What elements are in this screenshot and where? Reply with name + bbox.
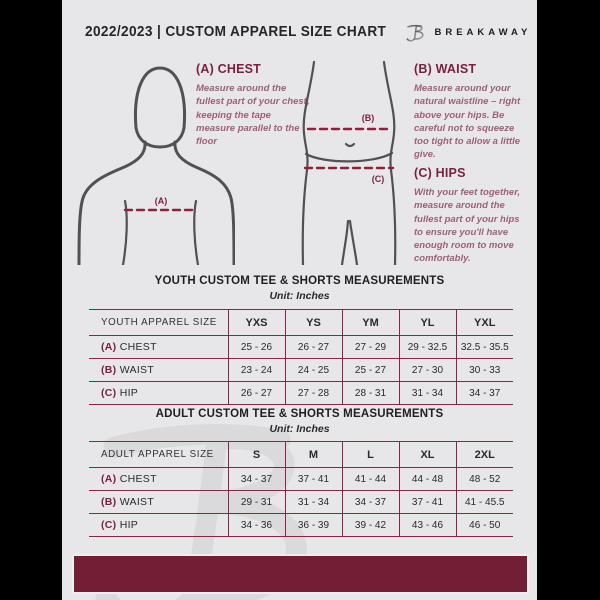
cell-value: 29 - 32.5 (399, 336, 456, 359)
cell-value: 37 - 41 (399, 491, 456, 514)
youth-unit-label: Unit: Inches (269, 290, 330, 302)
hips-marker-label: (C) (371, 174, 385, 184)
chest-body: Measure around the fullest part of your chest, keeping the tape measure parallel to the floor (196, 83, 310, 148)
row-label-text: CHEST (119, 341, 157, 353)
adult-size-table (89, 441, 513, 537)
cell-value: 28 - 31 (342, 382, 399, 405)
hips-body: With your feet together, measure around the fullest part of your hips to ensure you'll have enough room to move comfortably. (414, 187, 521, 265)
size-col-header: YXS (228, 310, 285, 336)
size-col-header: L (342, 442, 399, 468)
footer-accent-bar (74, 556, 527, 592)
cell-value: 29 - 31 (228, 491, 285, 514)
cell-value: 43 - 46 (399, 514, 456, 537)
cell-value: 46 - 50 (456, 514, 513, 537)
chest-heading: (A) CHEST (196, 62, 261, 76)
waist-heading: (B) WAIST (414, 62, 477, 76)
row-prefix: (B) (101, 364, 117, 376)
cell-value: 48 - 52 (456, 468, 513, 491)
table-row (89, 336, 513, 359)
table-row (89, 468, 513, 491)
cell-value: 26 - 27 (285, 336, 342, 359)
cell-value: 34 - 37 (342, 491, 399, 514)
cell-value: 23 - 24 (228, 359, 285, 382)
cell-value: 26 - 27 (228, 382, 285, 405)
table-row (89, 382, 513, 405)
hips-heading: (C) HIPS (414, 166, 466, 180)
cell-value: 39 - 42 (342, 514, 399, 537)
cell-value: 31 - 34 (285, 491, 342, 514)
brand-name: BREAKAWAY (434, 26, 532, 38)
size-col-header: M (285, 442, 342, 468)
row-prefix: (C) (101, 519, 117, 531)
cell-value: 31 - 34 (399, 382, 456, 405)
cell-value: 44 - 48 (399, 468, 456, 491)
row-label-text: WAIST (119, 496, 155, 508)
page-title: 2022/2023 | CUSTOM APPAREL SIZE CHART (85, 24, 387, 40)
cell-value: 27 - 28 (285, 382, 342, 405)
row-label (89, 359, 228, 382)
row-label (89, 468, 228, 491)
youth-header-row (89, 310, 513, 336)
table-row (89, 491, 513, 514)
cell-value: 37 - 41 (285, 468, 342, 491)
row-label-text: HIP (119, 519, 139, 531)
youth-table-corner-label: YOUTH APPAREL SIZE (89, 310, 228, 336)
row-prefix: (B) (101, 496, 117, 508)
adult-unit-label: Unit: Inches (269, 423, 330, 435)
table-row (89, 359, 513, 382)
cell-value: 32.5 - 35.5 (456, 336, 513, 359)
brand-lockup (406, 22, 532, 42)
size-col-header: YXL (456, 310, 513, 336)
size-col-header: 2XL (456, 442, 513, 468)
cell-value: 36 - 39 (285, 514, 342, 537)
cell-value: 24 - 25 (285, 359, 342, 382)
cell-value: 27 - 30 (399, 359, 456, 382)
table-row (89, 514, 513, 537)
size-col-header: YL (399, 310, 456, 336)
chest-marker-label: (A) (154, 196, 168, 206)
content-layer (62, 0, 537, 600)
waist-instruction (414, 62, 526, 162)
waist-body: Measure around your natural waistline – right above your hips. Be careful not to squeeze too tight to allow a little give. (414, 83, 521, 161)
lower-body-figure-diagram (294, 58, 404, 265)
cell-value: 34 - 36 (228, 514, 285, 537)
cell-value: 25 - 26 (228, 336, 285, 359)
row-prefix: (C) (101, 387, 117, 399)
size-col-header: S (228, 442, 285, 468)
row-label-text: CHEST (119, 473, 157, 485)
cell-value: 27 - 29 (342, 336, 399, 359)
row-label-text: HIP (119, 387, 139, 399)
cell-value: 34 - 37 (228, 468, 285, 491)
adult-table-corner-label: ADULT APPAREL SIZE (89, 442, 228, 468)
row-label (89, 491, 228, 514)
hips-instruction (414, 166, 530, 266)
cell-value: 41 - 44 (342, 468, 399, 491)
waist-marker-label: (B) (361, 113, 375, 123)
cell-value: 30 - 33 (456, 359, 513, 382)
size-col-header: YM (342, 310, 399, 336)
row-prefix: (A) (101, 473, 117, 485)
row-label (89, 514, 228, 537)
size-chart-page (62, 0, 537, 600)
youth-size-table (89, 309, 513, 405)
youth-section-title: YOUTH CUSTOM TEE & SHORTS MEASUREMENTS (154, 275, 445, 287)
row-prefix: (A) (101, 341, 117, 353)
breakaway-b-logo-icon (406, 22, 428, 42)
row-label-text: WAIST (119, 364, 155, 376)
cell-value: 25 - 27 (342, 359, 399, 382)
adult-header-row (89, 442, 513, 468)
cell-value: 34 - 37 (456, 382, 513, 405)
row-label (89, 382, 228, 405)
header (85, 20, 532, 44)
size-col-header: YS (285, 310, 342, 336)
row-label (89, 336, 228, 359)
cell-value: 41 - 45.5 (456, 491, 513, 514)
size-col-header: XL (399, 442, 456, 468)
adult-section-title: ADULT CUSTOM TEE & SHORTS MEASUREMENTS (155, 408, 444, 420)
